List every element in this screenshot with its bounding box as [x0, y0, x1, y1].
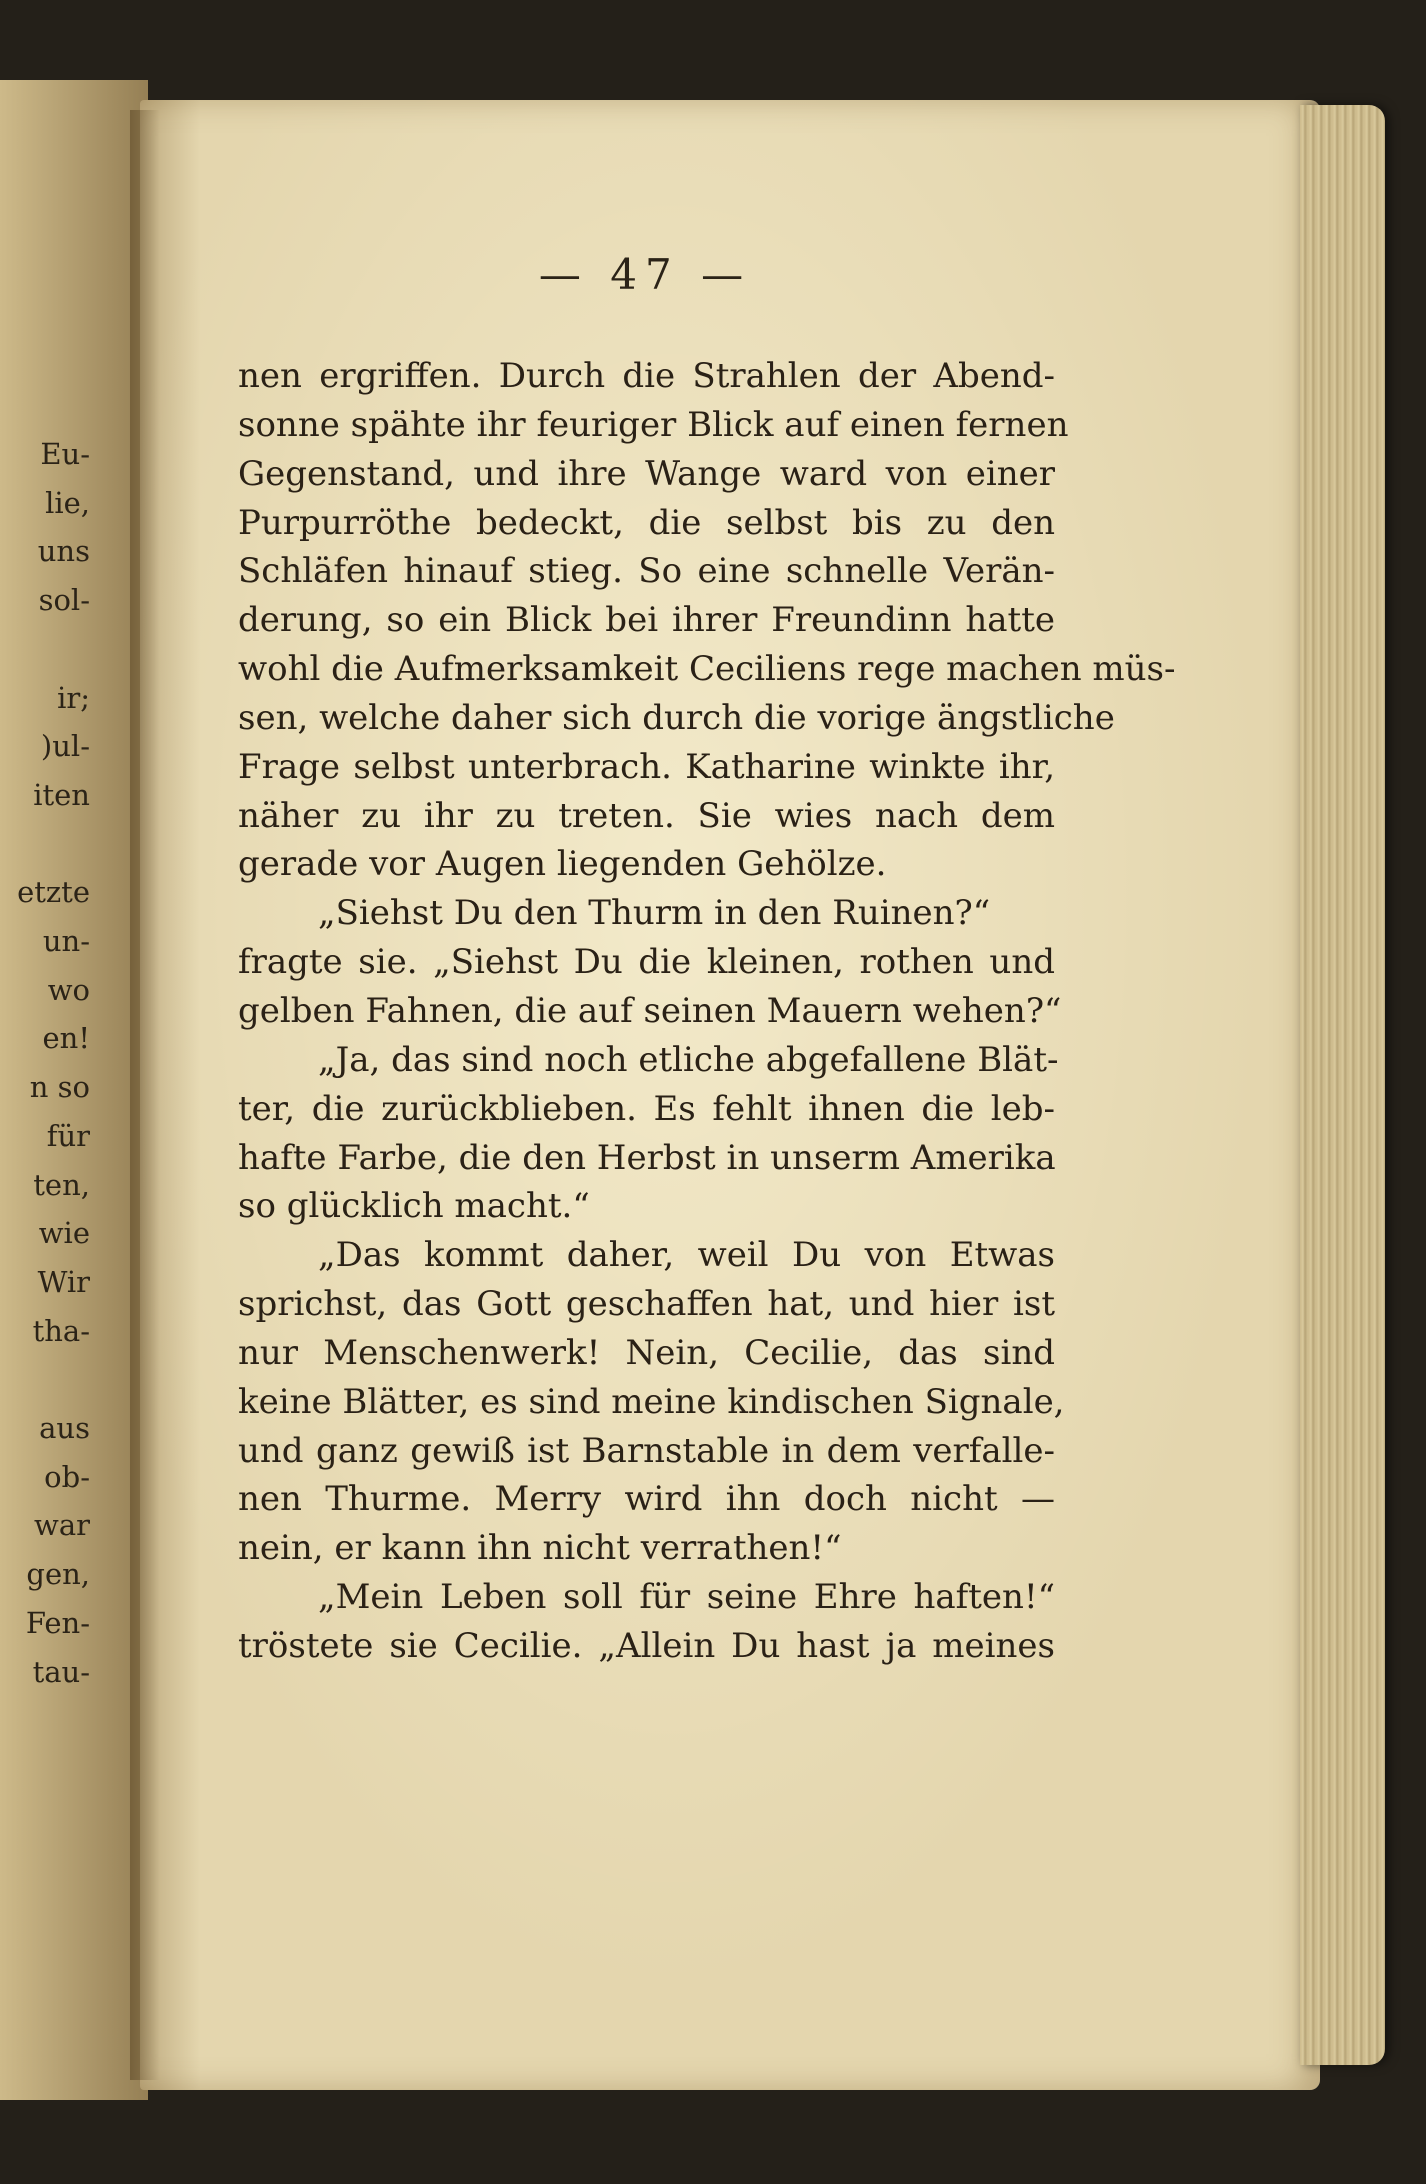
- left-fragment: sol-: [38, 583, 90, 618]
- left-fragment: etzte: [17, 875, 90, 910]
- left-fragment: n so: [29, 1070, 90, 1105]
- left-fragment: war: [34, 1508, 90, 1543]
- left-fragment: Wir: [37, 1264, 90, 1299]
- text-line: Gegenstand, und ihre Wange ward von einer: [238, 453, 1055, 494]
- text-line: hafte Farbe, die den Herbst in unserm Amerika: [238, 1137, 1056, 1178]
- left-fragment: tha-: [32, 1313, 90, 1348]
- text-line: wohl die Aufmerksamkeit Ceciliens rege machen müs-: [238, 649, 1176, 690]
- text-line: sprichst, das Gott geschaffen hat, und hier ist: [238, 1284, 1055, 1325]
- left-fragment: Fen-: [25, 1605, 90, 1640]
- left-fragment: tau-: [32, 1654, 90, 1689]
- text-line: nur Menschenwerk! Nein, Cecilie, das sind: [238, 1332, 1055, 1373]
- left-fragment: gen,: [26, 1557, 90, 1592]
- left-page-text-fragments: [0, 430, 90, 1696]
- text-line: sen, welche daher sich durch die vorige ängstliche: [238, 697, 1115, 738]
- text-line: nen ergriffen. Durch die Strahlen der Abend-: [238, 356, 1055, 396]
- left-fragment: Eu-: [40, 437, 90, 471]
- text-line: „Mein Leben soll für seine Ehre haften!“: [318, 1577, 1055, 1618]
- left-fragment: wo: [47, 972, 90, 1007]
- text-line: so glücklich macht.“: [238, 1186, 590, 1227]
- page-number: — 47 —: [538, 250, 752, 299]
- left-fragment: [0, 1355, 90, 1404]
- text-line: tröstete sie Cecilie. „Allein Du hast ja meines: [238, 1625, 1055, 1666]
- text-line: derung, so ein Blick bei ihrer Freundinn hatte: [238, 600, 1055, 641]
- text-line: Purpurröthe bedeckt, die selbst bis zu den: [238, 502, 1055, 543]
- left-fragment: uns: [37, 534, 90, 569]
- left-fragment: [0, 625, 90, 674]
- text-line: ter, die zurückblieben. Es fehlt ihnen die leb-: [238, 1088, 1055, 1129]
- left-fragment: iten: [33, 777, 90, 812]
- text-line: „Siehst Du den Thurm in den Ruinen?“: [318, 893, 991, 934]
- page-edges: [1300, 105, 1385, 2065]
- text-line: gelben Fahnen, die auf seinen Mauern wehen?“: [238, 990, 1062, 1031]
- text-line: näher zu ihr zu treten. Sie wies nach dem: [238, 795, 1055, 836]
- left-fragment: ten,: [33, 1167, 90, 1202]
- text-line: Schläfen hinauf stieg. So eine schnelle Verän-: [238, 551, 1055, 592]
- left-fragment: für: [46, 1118, 90, 1153]
- left-fragment: wie: [38, 1216, 90, 1251]
- text-line: keine Blätter, es sind meine kindischen Signale,: [238, 1381, 1065, 1422]
- text-line: Frage selbst unterbrach. Katharine winkte ihr,: [238, 746, 1055, 787]
- left-fragment: aus: [39, 1411, 90, 1446]
- left-fragment: [0, 820, 90, 869]
- text-line: „Ja, das sind noch etliche abgefallene Blät-: [318, 1039, 1059, 1080]
- left-page: [0, 80, 148, 2100]
- left-fragment: en!: [42, 1021, 90, 1056]
- left-fragment: ob-: [44, 1459, 90, 1494]
- left-fragment: lie,: [45, 485, 90, 520]
- body-text: [238, 352, 1176, 1671]
- text-line: „Das kommt daher, weil Du von Etwas: [318, 1235, 1055, 1276]
- text-line: nen Thurme. Merry wird ihn doch nicht —: [238, 1479, 1055, 1520]
- left-fragment: )ul-: [40, 729, 90, 764]
- text-line: und ganz gewiß ist Barnstable in dem verfalle-: [238, 1430, 1055, 1471]
- text-line: fragte sie. „Siehst Du die kleinen, rothen und: [238, 942, 1055, 983]
- text-line: sonne spähte ihr feuriger Blick auf einen fernen: [238, 404, 1069, 445]
- left-fragment: ir;: [57, 680, 90, 715]
- book-gutter: [130, 110, 160, 2080]
- left-fragment: un-: [42, 924, 90, 959]
- text-line: gerade vor Augen liegenden Gehölze.: [238, 844, 887, 885]
- text-line: nein, er kann ihn nicht verrathen!“: [238, 1528, 842, 1569]
